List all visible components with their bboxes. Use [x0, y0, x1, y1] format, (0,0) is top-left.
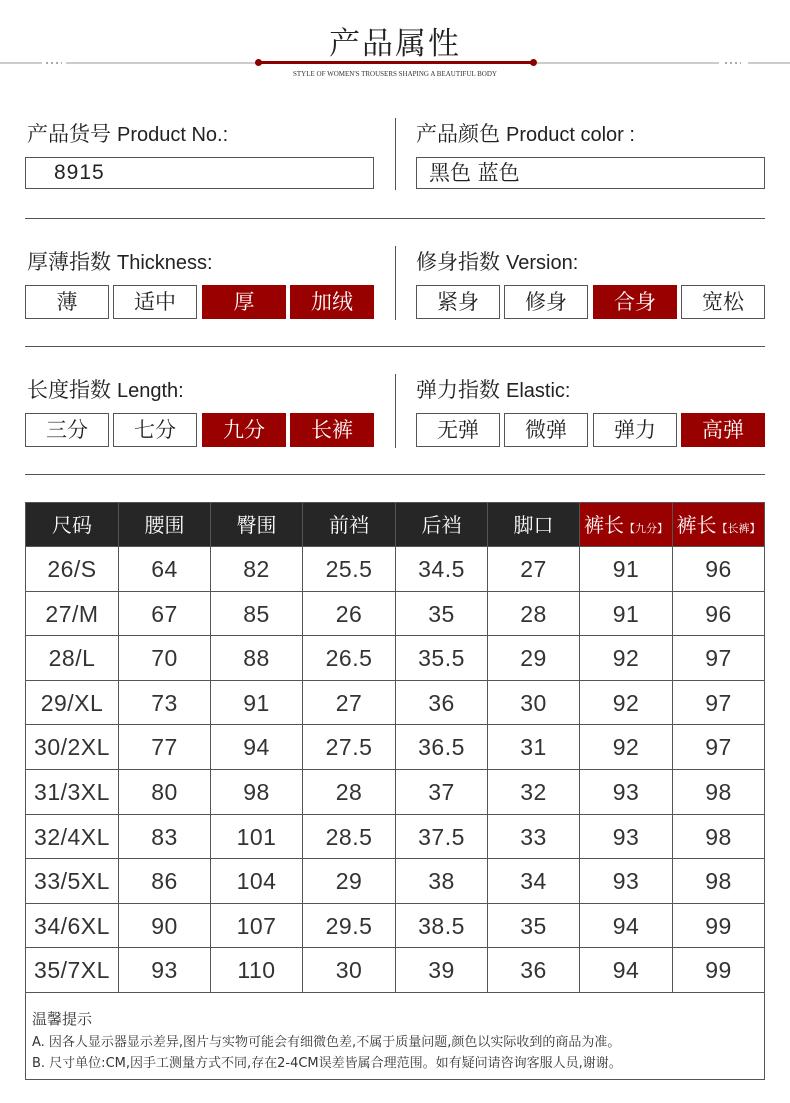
table-header-waist	[119, 503, 211, 547]
product-no-label-cn: 产品货号	[27, 122, 111, 146]
product-no-value: 8915	[25, 157, 374, 189]
table-cell-hip: 104	[211, 859, 303, 904]
version-option-2: 修身	[504, 285, 588, 319]
table-cell-waist: 80	[119, 770, 211, 815]
column-divider-3	[395, 374, 396, 448]
header-label: 尺码	[52, 513, 92, 537]
table-cell-length-ninth: 94	[580, 904, 673, 949]
version-label-cn: 修身指数	[416, 250, 500, 274]
header-label: 后裆	[421, 513, 462, 537]
table-cell-back-rise: 35.5	[396, 636, 488, 681]
table-cell-front-rise: 29.5	[303, 904, 396, 949]
section-divider-2	[25, 346, 765, 347]
table-cell-size: 26/S	[26, 547, 119, 592]
section-divider-1	[25, 218, 765, 219]
thickness-label-cn: 厚薄指数	[27, 250, 111, 274]
page-title: 产品属性	[329, 26, 461, 62]
product-color-value: 黑色 蓝色	[416, 157, 765, 189]
table-cell-back-rise: 38.5	[396, 904, 488, 949]
table-cell-length-ninth: 92	[580, 681, 673, 726]
header-label: 臀围	[236, 513, 277, 537]
table-cell-hip: 98	[211, 770, 303, 815]
version-option-4: 宽松	[681, 285, 765, 319]
notes-box	[25, 992, 765, 1080]
table-cell-back-rise: 34.5	[396, 547, 488, 592]
table-cell-front-rise: 29	[303, 859, 396, 904]
table-cell-length-full: 97	[673, 725, 765, 770]
table-cell-back-rise: 39	[396, 948, 488, 993]
table-cell-hip: 101	[211, 815, 303, 860]
table-cell-size: 28/L	[26, 636, 119, 681]
table-cell-size: 31/3XL	[26, 770, 119, 815]
table-cell-hip: 91	[211, 681, 303, 726]
product-color-label	[416, 118, 635, 148]
table-cell-length-full: 98	[673, 859, 765, 904]
product-no-label-en: Product No.:	[117, 124, 229, 146]
table-cell-hem: 28	[488, 592, 580, 637]
elastic-option-1: 无弹	[416, 413, 500, 447]
table-cell-length-full: 99	[673, 948, 765, 993]
header-label: 裤长	[584, 513, 624, 537]
table-cell-length-full: 97	[673, 681, 765, 726]
table-cell-front-rise: 26.5	[303, 636, 396, 681]
table-cell-length-full: 98	[673, 815, 765, 860]
table-cell-hem: 36	[488, 948, 580, 993]
table-cell-back-rise: 36.5	[396, 725, 488, 770]
table-cell-size: 35/7XL	[26, 948, 119, 993]
thickness-option-2: 适中	[113, 285, 197, 319]
table-cell-length-full: 97	[673, 636, 765, 681]
thickness-label	[27, 246, 213, 276]
table-cell-hem: 31	[488, 725, 580, 770]
table-cell-hip: 85	[211, 592, 303, 637]
table-cell-length-full: 96	[673, 547, 765, 592]
table-cell-length-ninth: 91	[580, 592, 673, 637]
table-cell-waist: 67	[119, 592, 211, 637]
thickness-option-4: 加绒	[290, 285, 374, 319]
thickness-label-en: Thickness:	[117, 252, 213, 274]
version-option-3: 合身	[593, 285, 677, 319]
table-cell-hem: 35	[488, 904, 580, 949]
length-option-2: 七分	[113, 413, 197, 447]
table-cell-front-rise: 28	[303, 770, 396, 815]
table-cell-waist: 64	[119, 547, 211, 592]
table-cell-front-rise: 30	[303, 948, 396, 993]
table-header-length-full	[673, 503, 765, 547]
notes-line-a: A. 因各人显示器显示差异,图片与实物可能会有细微色差,不属于质量问题,颜色以实际收到的商品为准。	[32, 1035, 621, 1050]
header-label: 脚口	[513, 513, 554, 537]
table-cell-length-full: 96	[673, 592, 765, 637]
table-header-length-ninth	[580, 503, 673, 547]
table-cell-size: 33/5XL	[26, 859, 119, 904]
table-cell-waist: 77	[119, 725, 211, 770]
table-cell-front-rise: 26	[303, 592, 396, 637]
table-header-hem	[488, 503, 580, 547]
thickness-option-1: 薄	[25, 285, 109, 319]
table-cell-front-rise: 27	[303, 681, 396, 726]
table-cell-back-rise: 35	[396, 592, 488, 637]
header-label: 裤长	[676, 513, 717, 537]
table-cell-hem: 30	[488, 681, 580, 726]
table-cell-waist: 86	[119, 859, 211, 904]
table-header-front-rise	[303, 503, 396, 547]
table-cell-hip: 94	[211, 725, 303, 770]
product-no-label	[27, 118, 228, 148]
table-cell-hip: 107	[211, 904, 303, 949]
column-divider-1	[395, 118, 396, 190]
notes-title: 温馨提示	[32, 1010, 93, 1028]
table-cell-front-rise: 25.5	[303, 547, 396, 592]
length-option-3: 九分	[202, 413, 286, 447]
table-cell-back-rise: 37.5	[396, 815, 488, 860]
table-cell-waist: 83	[119, 815, 211, 860]
notes-line-b: B. 尺寸单位:CM,因手工测量方式不同,存在2-4CM误差皆属合理范围。如有疑问请咨询客服人员,谢谢。	[32, 1056, 622, 1071]
table-cell-hem: 34	[488, 859, 580, 904]
version-option-1: 紧身	[416, 285, 500, 319]
table-cell-front-rise: 28.5	[303, 815, 396, 860]
table-header-size	[26, 503, 119, 547]
length-option-1: 三分	[25, 413, 109, 447]
table-cell-size: 29/XL	[26, 681, 119, 726]
size-table	[25, 502, 765, 992]
version-label-en: Version:	[506, 252, 579, 274]
table-cell-hip: 88	[211, 636, 303, 681]
elastic-label-cn: 弹力指数	[416, 378, 500, 402]
table-cell-length-ninth: 93	[580, 815, 673, 860]
table-cell-length-full: 98	[673, 770, 765, 815]
elastic-option-2: 微弹	[504, 413, 588, 447]
elastic-option-3: 弹力	[593, 413, 677, 447]
table-cell-back-rise: 37	[396, 770, 488, 815]
header-sublabel: 【九分】	[624, 522, 668, 535]
table-cell-size: 32/4XL	[26, 815, 119, 860]
header-label: 前裆	[329, 513, 369, 537]
length-option-4: 长裤	[290, 413, 374, 447]
table-cell-length-ninth: 93	[580, 770, 673, 815]
version-label	[416, 246, 578, 276]
table-cell-hem: 33	[488, 815, 580, 860]
length-label	[27, 374, 184, 404]
table-cell-waist: 73	[119, 681, 211, 726]
table-cell-length-ninth: 92	[580, 725, 673, 770]
column-divider-2	[395, 246, 396, 320]
header-label: 腰围	[144, 513, 185, 537]
table-cell-front-rise: 27.5	[303, 725, 396, 770]
table-cell-length-ninth: 92	[580, 636, 673, 681]
table-cell-waist: 90	[119, 904, 211, 949]
table-cell-size: 34/6XL	[26, 904, 119, 949]
table-cell-hip: 82	[211, 547, 303, 592]
length-label-en: Length:	[117, 380, 184, 402]
table-cell-hip: 110	[211, 948, 303, 993]
table-header-back-rise	[396, 503, 488, 547]
table-cell-length-full: 99	[673, 904, 765, 949]
elastic-label	[416, 374, 570, 404]
table-cell-back-rise: 38	[396, 859, 488, 904]
product-color-label-en: Product color :	[506, 124, 635, 146]
table-cell-waist: 93	[119, 948, 211, 993]
table-cell-length-ninth: 91	[580, 547, 673, 592]
product-color-label-cn: 产品颜色	[416, 122, 500, 146]
length-label-cn: 长度指数	[27, 378, 111, 402]
table-cell-hem: 32	[488, 770, 580, 815]
table-cell-length-ninth: 94	[580, 948, 673, 993]
table-cell-waist: 70	[119, 636, 211, 681]
elastic-label-en: Elastic:	[506, 380, 571, 402]
table-cell-hem: 29	[488, 636, 580, 681]
thickness-option-3: 厚	[202, 285, 286, 319]
section-divider-3	[25, 474, 765, 475]
table-cell-length-ninth: 93	[580, 859, 673, 904]
table-cell-hem: 27	[488, 547, 580, 592]
table-header-hip	[211, 503, 303, 547]
table-cell-size: 30/2XL	[26, 725, 119, 770]
table-cell-back-rise: 36	[396, 681, 488, 726]
elastic-option-4: 高弹	[681, 413, 765, 447]
table-cell-size: 27/M	[26, 592, 119, 637]
page-subtitle: STYLE OF WOMEN'S TROUSERS SHAPING A BEAUTIFUL BODY	[293, 70, 497, 78]
header-sublabel: 【长裤】	[716, 522, 761, 535]
